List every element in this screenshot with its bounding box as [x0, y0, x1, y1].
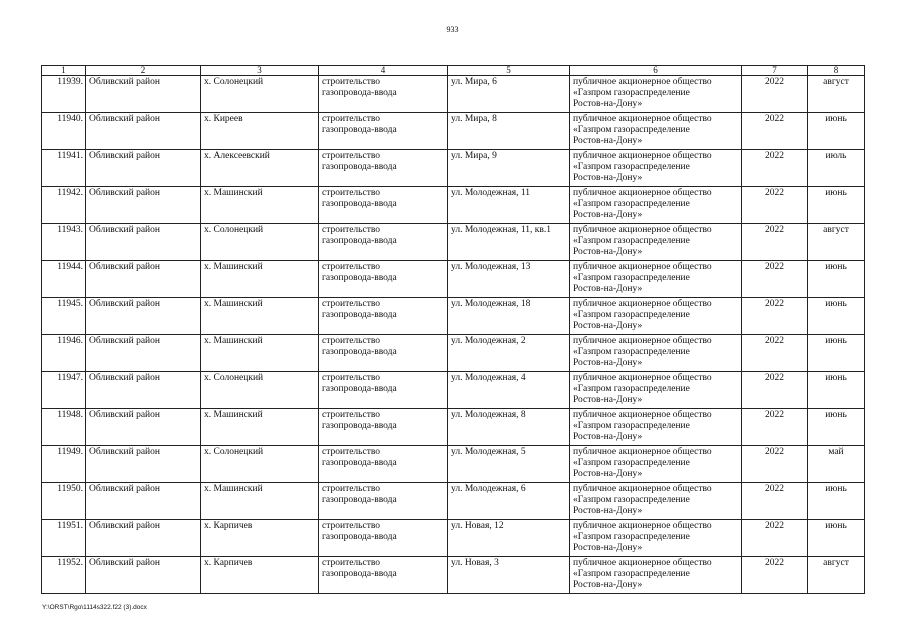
work-type-cell	[319, 557, 448, 594]
year-cell: 2022	[742, 446, 808, 483]
work-type-cell-line: газопровода-ввода	[322, 458, 397, 468]
month-cell: июнь	[808, 335, 865, 372]
row-number-cell: 11944.	[42, 261, 86, 298]
work-type-cell-line: газопровода-ввода	[322, 273, 397, 283]
organization-cell	[570, 113, 742, 150]
district-cell: Обливский район	[86, 557, 201, 594]
work-type-cell	[319, 76, 448, 113]
year-cell: 2022	[742, 372, 808, 409]
organization-cell-line: Ростов-на-Дону»	[573, 321, 643, 331]
column-header: 5	[448, 66, 570, 76]
address-cell: ул. Молодежная, 8	[448, 409, 570, 446]
table-row	[42, 298, 865, 335]
column-header: 2	[86, 66, 201, 76]
month-cell: июнь	[808, 372, 865, 409]
organization-cell-line: «Газпром газораспределение	[573, 88, 690, 98]
work-type-cell-line: строительство	[322, 77, 381, 87]
district-cell: Обливский район	[86, 372, 201, 409]
organization-cell-line: «Газпром газораспределение	[573, 310, 690, 320]
organization-cell-line: публичное акционерное общество	[573, 299, 712, 309]
organization-cell-line: «Газпром газораспределение	[573, 347, 690, 357]
footer-file-path: Y:\ORST\Rgo\1114s322.f22 (3).docx	[42, 604, 147, 611]
month-cell: июнь	[808, 298, 865, 335]
address-cell: ул. Молодежная, 5	[448, 446, 570, 483]
address-cell: ул. Мира, 6	[448, 76, 570, 113]
organization-cell-line: публичное акционерное общество	[573, 225, 712, 235]
work-type-cell-line: строительство	[322, 114, 381, 124]
organization-cell-line: публичное акционерное общество	[573, 188, 712, 198]
settlement-cell: х. Машинский	[201, 187, 319, 224]
row-number-cell: 11945.	[42, 298, 86, 335]
month-cell: май	[808, 446, 865, 483]
year-cell: 2022	[742, 335, 808, 372]
organization-cell-line: Ростов-на-Дону»	[573, 173, 643, 183]
settlement-cell: х. Машинский	[201, 483, 319, 520]
row-number-cell: 11941.	[42, 150, 86, 187]
year-cell: 2022	[742, 187, 808, 224]
table-row	[42, 113, 865, 150]
organization-cell-line: Ростов-на-Дону»	[573, 210, 643, 220]
organization-cell	[570, 150, 742, 187]
organization-cell-line: Ростов-на-Дону»	[573, 284, 643, 294]
organization-cell-line: публичное акционерное общество	[573, 336, 712, 346]
work-type-cell	[319, 409, 448, 446]
work-type-cell	[319, 261, 448, 298]
organization-cell	[570, 224, 742, 261]
address-cell: ул. Молодежная, 4	[448, 372, 570, 409]
address-cell: ул. Молодежная, 6	[448, 483, 570, 520]
column-header: 7	[742, 66, 808, 76]
settlement-cell: х. Солонецкий	[201, 76, 319, 113]
work-type-cell	[319, 224, 448, 261]
work-type-cell-line: строительство	[322, 336, 381, 346]
month-cell: июнь	[808, 483, 865, 520]
work-type-cell	[319, 520, 448, 557]
month-cell: август	[808, 224, 865, 261]
district-cell: Обливский район	[86, 261, 201, 298]
work-type-cell-line: газопровода-ввода	[322, 495, 397, 505]
work-type-cell-line: газопровода-ввода	[322, 347, 397, 357]
settlement-cell: х. Солонецкий	[201, 372, 319, 409]
organization-cell-line: «Газпром газораспределение	[573, 384, 690, 394]
organization-cell	[570, 261, 742, 298]
table-body	[42, 66, 865, 594]
work-type-cell-line: строительство	[322, 299, 381, 309]
work-type-cell-line: газопровода-ввода	[322, 125, 397, 135]
page-number: 933	[446, 25, 459, 34]
organization-cell-line: «Газпром газораспределение	[573, 199, 690, 209]
month-cell: июнь	[808, 520, 865, 557]
organization-cell-line: публичное акционерное общество	[573, 77, 712, 87]
address-cell: ул. Молодежная, 2	[448, 335, 570, 372]
district-cell: Обливский район	[86, 224, 201, 261]
work-type-cell-line: строительство	[322, 447, 381, 457]
table-row	[42, 150, 865, 187]
organization-cell	[570, 76, 742, 113]
organization-cell-line: публичное акционерное общество	[573, 410, 712, 420]
organization-cell-line: Ростов-на-Дону»	[573, 358, 643, 368]
organization-cell-line: публичное акционерное общество	[573, 151, 712, 161]
settlement-cell: х. Солонецкий	[201, 224, 319, 261]
district-cell: Обливский район	[86, 76, 201, 113]
table-row	[42, 409, 865, 446]
district-cell: Обливский район	[86, 113, 201, 150]
organization-cell-line: публичное акционерное общество	[573, 373, 712, 383]
work-type-cell	[319, 150, 448, 187]
address-cell: ул. Молодежная, 11	[448, 187, 570, 224]
work-type-cell-line: газопровода-ввода	[322, 199, 397, 209]
district-cell: Обливский район	[86, 520, 201, 557]
organization-cell-line: Ростов-на-Дону»	[573, 247, 643, 257]
settlement-cell: х. Карпичев	[201, 557, 319, 594]
address-cell: ул. Молодежная, 11, кв.1	[448, 224, 570, 261]
settlement-cell: х. Карпичев	[201, 520, 319, 557]
year-cell: 2022	[742, 150, 808, 187]
organization-cell-line: Ростов-на-Дону»	[573, 506, 643, 516]
table-header-row	[42, 66, 865, 76]
month-cell: июнь	[808, 187, 865, 224]
year-cell: 2022	[742, 298, 808, 335]
month-cell: июнь	[808, 113, 865, 150]
row-number-cell: 11949.	[42, 446, 86, 483]
year-cell: 2022	[742, 483, 808, 520]
work-type-cell-line: строительство	[322, 373, 381, 383]
organization-cell-line: «Газпром газораспределение	[573, 125, 690, 135]
organization-cell-line: «Газпром газораспределение	[573, 421, 690, 431]
row-number-cell: 11950.	[42, 483, 86, 520]
work-type-cell	[319, 113, 448, 150]
column-header: 4	[319, 66, 448, 76]
organization-cell	[570, 187, 742, 224]
organization-cell	[570, 298, 742, 335]
organization-cell-line: «Газпром газораспределение	[573, 495, 690, 505]
work-type-cell	[319, 298, 448, 335]
organization-cell	[570, 446, 742, 483]
settlement-cell: х. Киреев	[201, 113, 319, 150]
work-type-cell-line: газопровода-ввода	[322, 88, 397, 98]
table-row	[42, 76, 865, 113]
settlement-cell: х. Машинский	[201, 298, 319, 335]
organization-cell-line: «Газпром газораспределение	[573, 569, 690, 579]
district-cell: Обливский район	[86, 335, 201, 372]
district-cell: Обливский район	[86, 446, 201, 483]
address-cell: ул. Мира, 9	[448, 150, 570, 187]
work-type-cell	[319, 446, 448, 483]
organization-cell	[570, 335, 742, 372]
address-cell: ул. Молодежная, 13	[448, 261, 570, 298]
column-header: 1	[42, 66, 86, 76]
address-cell: ул. Новая, 12	[448, 520, 570, 557]
settlement-cell: х. Машинский	[201, 335, 319, 372]
work-type-cell	[319, 335, 448, 372]
month-cell: август	[808, 76, 865, 113]
work-type-cell-line: строительство	[322, 262, 381, 272]
row-number-cell: 11948.	[42, 409, 86, 446]
row-number-cell: 11943.	[42, 224, 86, 261]
address-cell: ул. Молодежная, 18	[448, 298, 570, 335]
table-row	[42, 557, 865, 594]
work-type-cell-line: строительство	[322, 151, 381, 161]
table-row	[42, 335, 865, 372]
work-type-cell-line: газопровода-ввода	[322, 384, 397, 394]
work-type-cell-line: газопровода-ввода	[322, 162, 397, 172]
organization-cell-line: публичное акционерное общество	[573, 262, 712, 272]
row-number-cell: 11940.	[42, 113, 86, 150]
organization-cell-line: публичное акционерное общество	[573, 114, 712, 124]
work-type-cell	[319, 483, 448, 520]
organization-cell-line: Ростов-на-Дону»	[573, 395, 643, 405]
table-row	[42, 372, 865, 409]
month-cell: июль	[808, 150, 865, 187]
document-table	[41, 65, 865, 594]
organization-cell-line: «Газпром газораспределение	[573, 236, 690, 246]
organization-cell-line: Ростов-на-Дону»	[573, 136, 643, 146]
organization-cell-line: Ростов-на-Дону»	[573, 543, 643, 553]
organization-cell-line: Ростов-на-Дону»	[573, 580, 643, 590]
organization-cell-line: публичное акционерное общество	[573, 521, 712, 531]
work-type-cell-line: строительство	[322, 484, 381, 494]
organization-cell-line: «Газпром газораспределение	[573, 162, 690, 172]
organization-cell-line: Ростов-на-Дону»	[573, 432, 643, 442]
column-header: 6	[570, 66, 742, 76]
column-header: 3	[201, 66, 319, 76]
work-type-cell-line: строительство	[322, 410, 381, 420]
column-header: 8	[808, 66, 865, 76]
row-number-cell: 11951.	[42, 520, 86, 557]
settlement-cell: х. Солонецкий	[201, 446, 319, 483]
row-number-cell: 11946.	[42, 335, 86, 372]
organization-cell-line: «Газпром газораспределение	[573, 532, 690, 542]
organization-cell-line: публичное акционерное общество	[573, 484, 712, 494]
organization-cell-line: Ростов-на-Дону»	[573, 99, 643, 109]
month-cell: август	[808, 557, 865, 594]
row-number-cell: 11939.	[42, 76, 86, 113]
month-cell: июнь	[808, 409, 865, 446]
district-cell: Обливский район	[86, 187, 201, 224]
table-row	[42, 483, 865, 520]
work-type-cell-line: строительство	[322, 521, 381, 531]
organization-cell-line: «Газпром газораспределение	[573, 458, 690, 468]
row-number-cell: 11952.	[42, 557, 86, 594]
organization-cell	[570, 409, 742, 446]
organization-cell	[570, 372, 742, 409]
row-number-cell: 11947.	[42, 372, 86, 409]
work-type-cell-line: газопровода-ввода	[322, 310, 397, 320]
work-type-cell-line: газопровода-ввода	[322, 236, 397, 246]
settlement-cell: х. Алексеевский	[201, 150, 319, 187]
table-row	[42, 261, 865, 298]
organization-cell-line: Ростов-на-Дону»	[573, 469, 643, 479]
organization-cell-line: публичное акционерное общество	[573, 447, 712, 457]
year-cell: 2022	[742, 261, 808, 298]
organization-cell-line: публичное акционерное общество	[573, 558, 712, 568]
district-cell: Обливский район	[86, 409, 201, 446]
organization-cell-line: «Газпром газораспределение	[573, 273, 690, 283]
work-type-cell	[319, 187, 448, 224]
month-cell: июнь	[808, 261, 865, 298]
work-type-cell-line: строительство	[322, 558, 381, 568]
year-cell: 2022	[742, 520, 808, 557]
address-cell: ул. Мира, 8	[448, 113, 570, 150]
settlement-cell: х. Машинский	[201, 409, 319, 446]
address-cell: ул. Новая, 3	[448, 557, 570, 594]
year-cell: 2022	[742, 224, 808, 261]
year-cell: 2022	[742, 76, 808, 113]
organization-cell	[570, 483, 742, 520]
table-row	[42, 520, 865, 557]
work-type-cell-line: газопровода-ввода	[322, 569, 397, 579]
organization-cell	[570, 557, 742, 594]
table-row	[42, 224, 865, 261]
work-type-cell-line: строительство	[322, 188, 381, 198]
year-cell: 2022	[742, 557, 808, 594]
settlement-cell: х. Машинский	[201, 261, 319, 298]
work-type-cell-line: строительство	[322, 225, 381, 235]
row-number-cell: 11942.	[42, 187, 86, 224]
work-type-cell-line: газопровода-ввода	[322, 421, 397, 431]
table-row	[42, 187, 865, 224]
work-type-cell	[319, 372, 448, 409]
district-cell: Обливский район	[86, 150, 201, 187]
district-cell: Обливский район	[86, 483, 201, 520]
year-cell: 2022	[742, 409, 808, 446]
organization-cell	[570, 520, 742, 557]
work-type-cell-line: газопровода-ввода	[322, 532, 397, 542]
year-cell: 2022	[742, 113, 808, 150]
table-row	[42, 446, 865, 483]
district-cell: Обливский район	[86, 298, 201, 335]
